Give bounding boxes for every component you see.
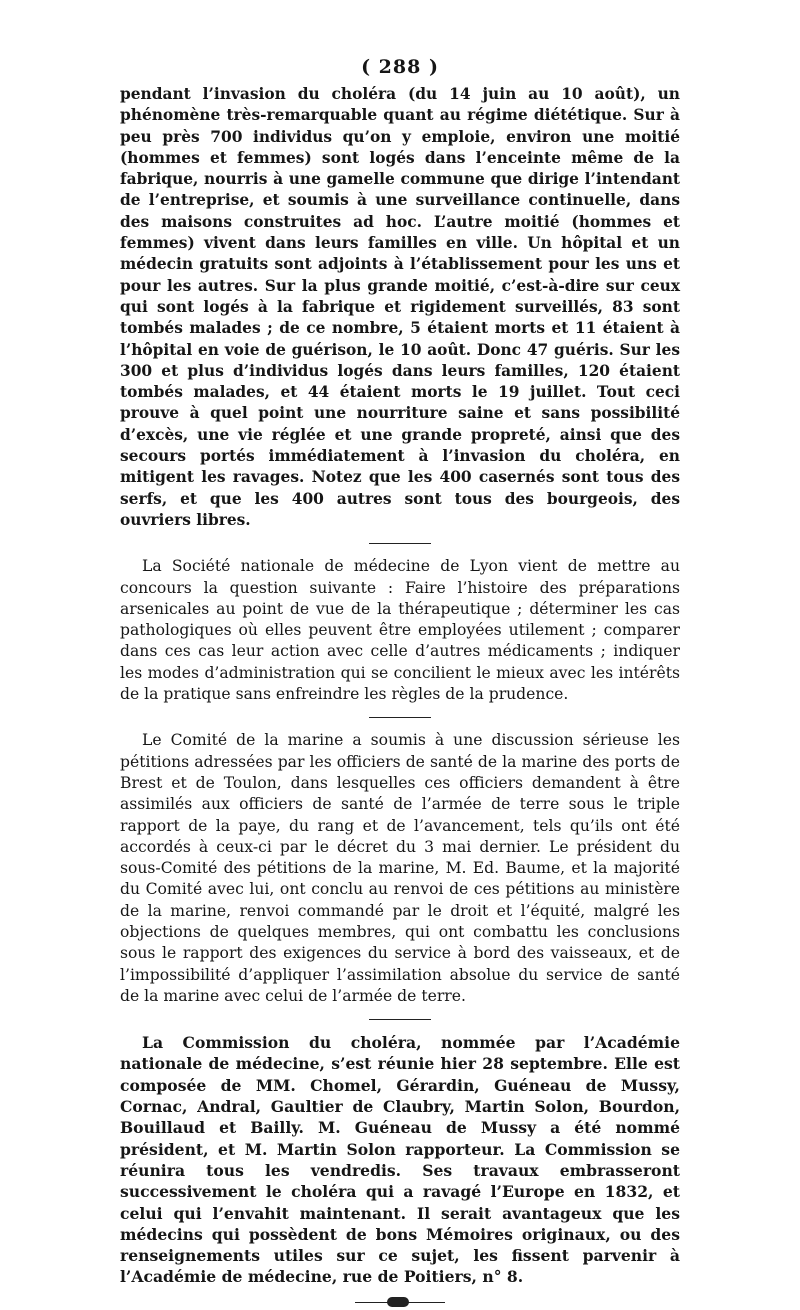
end-ornament bbox=[355, 1296, 445, 1310]
paragraph-marine-committee: Le Comité de la marine a soumis à une discussion sérieuse les pétitions adressées par les officiers de santé de la marine des ports de Brest et de Toulon, dans lesquelles ces officiers demandent à être assimilés aux officiers de santé de l’armée de terre sous le triple rapport de la paye, du rang et de l’avancement, tels qu’ils ont été accordés à ceux-ci par le décret du 3 mai dernier. Le président du sous-Comité des pétitions de la marine, M. Ed. Baume, et la majorité du Comité avec lui, ont conclu au renvoi de ces pétitions au ministère de la marine, renvoi commandé par le droit et l’équité, malgré les objections de quelques membres, qui ont combattu les conclusions sous le rapport des exigences du service à bord des vaisseaux, et de l’impossibilité d’appliquer l’assimilation absolue du service de santé de la marine avec celui de l’armée de terre. bbox=[120, 731, 680, 1005]
section-divider bbox=[369, 543, 431, 544]
paragraph-lyon-society: La Société nationale de médecine de Lyon vient de mettre au concours la question suivante : Faire l’histoire des préparations arsenicales au point de vue de la thérapeutique ; déterminer les cas pathologiques où elles peuvent être employées utilement ; comparer dans ces cas leur action avec celle d’autres médicaments ; indiquer les modes d’administration qui se concilient le mieux avec les intérêts de la pratique sans enfreindre les règles de la prudence. bbox=[120, 557, 680, 704]
page-number: ( 288 ) bbox=[361, 56, 439, 78]
paragraph-cholera-regime: pendant l’invasion du choléra (du 14 juin au 10 août), un phénomène très-remarquable quant au régime diététique. Sur à peu près 700 individus qu’on y emploie, environ une moitié (hommes et femmes) sont logés dans l’enceinte même de la fabrique, nourris à une gamelle commune que dirige l’intendant de l’entreprise, et soumis à une surveillance continuelle, dans des maisons construites ad hoc. L’autre moitié (hommes et femmes) vivent dans leurs familles en ville. Un hôpital et un médecin gratuits sont adjoints à l’établissement pour les uns et pour les autres. Sur la plus grande moitié, c’est-à-dire sur ceux qui sont logés à la fabrique et rigidement surveillés, 83 sont tombés malades ; de ce nombre, 5 étaient morts et 11 étaient à l’hôpital en voie de guérison, le 10 août. Donc 47 guéris. Sur les 300 et plus d’individus logés dans leurs familles, 120 étaient tombés malades, et 44 étaient morts le 19 juillet. Tout ceci prouve à quel point une nourriture saine et sans possibilité d’excès, une vie réglée et une grande propreté, ainsi que des secours portés immédiatement à l’invasion du choléra, en mitigent les ravages. Notez que les 400 casernés sont tous des serfs, et que les 400 autres sont tous des bourgeois, des ouvriers libres. bbox=[120, 85, 680, 529]
document-page bbox=[120, 56, 680, 1310]
paragraph-cholera-commission: La Commission du choléra, nommée par l’Académie nationale de médecine, s’est réunie hier 28 septembre. Elle est composée de MM. Chomel, Gérardin, Guéneau de Mussy, Cornac, Andral, Gaultier de Claubry, Martin Solon, Bourdon, Bouillaud et Bailly. M. Guéneau de Mussy a été nommé président, et M. Martin Solon rapporteur. La Commission se réunira tous les vendredis. Ses travaux embrasseront successivement le choléra qui a ravagé l’Europe en 1832, et celui qui l’envahit maintenant. Il serait avantageux que les médecins qui possèdent de bons Mémoires originaux, ou des renseignements utiles sur ce sujet, les fissent parvenir à l’Académie de médecine, rue de Poitiers, n° 8. bbox=[120, 1033, 680, 1287]
section-divider bbox=[369, 1019, 431, 1020]
section-divider bbox=[369, 717, 431, 718]
